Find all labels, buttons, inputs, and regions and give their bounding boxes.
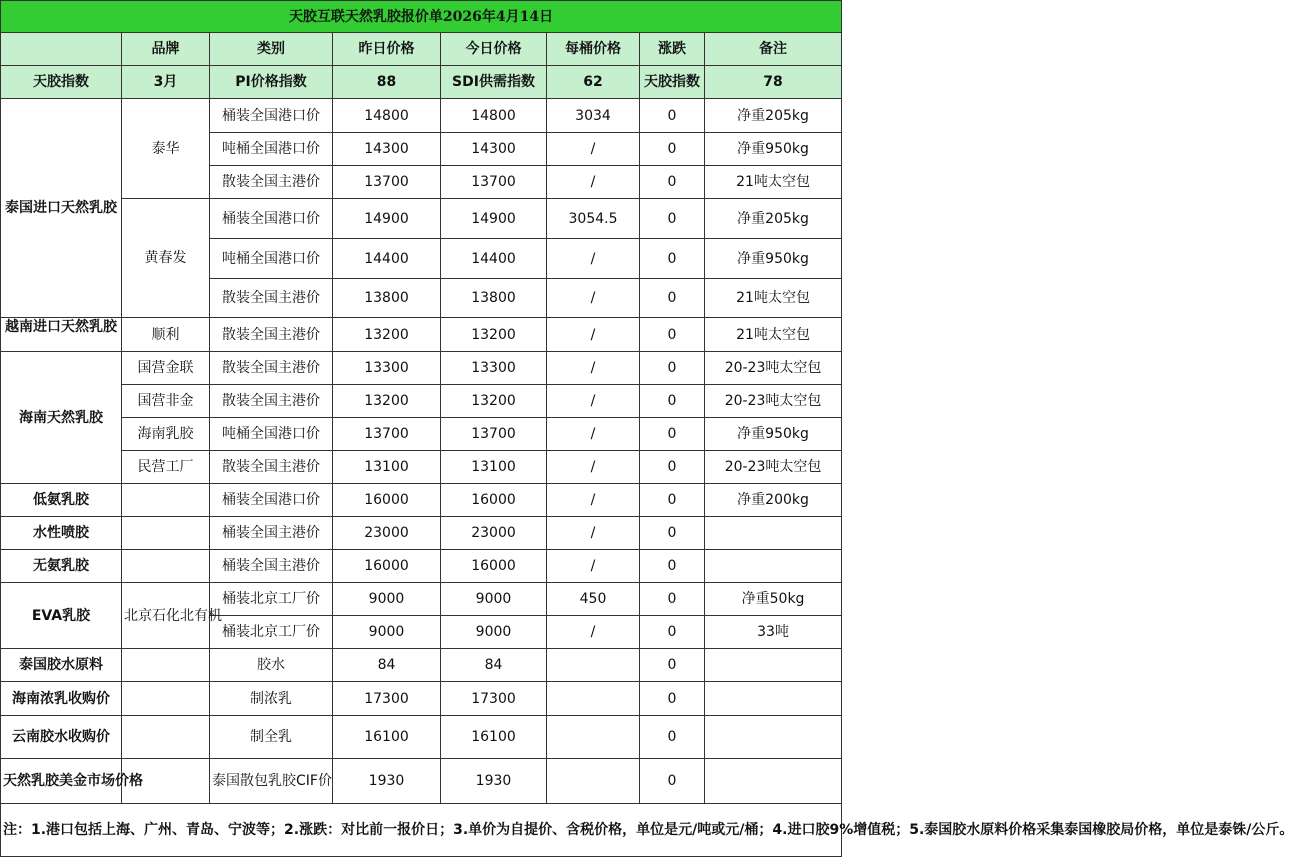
yesterday-cell: 16000 [333,484,441,517]
header-cell-remark: 备注 [705,33,842,66]
yesterday-cell: 14300 [333,133,441,166]
type-cell: 泰国散包乳胶CIF价 [210,759,333,804]
sheet-title: 天胶互联天然乳胶报价单2026年4月14日 [1,1,842,33]
change-cell: 0 [640,682,705,716]
category-cell: EVA乳胶 [1,583,122,649]
today-cell: 14900 [441,199,547,239]
change-cell: 0 [640,616,705,649]
category-cell: 云南胶水收购价 [1,716,122,759]
change-cell: 0 [640,318,705,352]
table-row [1,199,842,239]
remark-cell: 21吨太空包 [705,318,842,352]
today-cell: 13100 [441,451,547,484]
today-cell: 17300 [441,682,547,716]
table-row [1,99,842,133]
yesterday-cell: 13300 [333,352,441,385]
today-cell: 13700 [441,166,547,199]
table-row [1,550,842,583]
index-cell: 78 [705,66,842,99]
today-cell: 16000 [441,550,547,583]
yesterday-cell: 13200 [333,385,441,418]
change-cell: 0 [640,583,705,616]
change-cell: 0 [640,517,705,550]
barrel-cell [547,682,640,716]
yesterday-cell: 9000 [333,583,441,616]
brand-cell: 国营非金 [122,385,210,418]
change-cell: 0 [640,385,705,418]
footnote: 注：1.港口包括上海、广州、青岛、宁波等；2.涨跌：对比前一报价日；3.单价为自提价、含税价格，单位是元/吨或元/桶；4.进口胶9%增值税；5.泰国胶水原料价格采集泰国橡胶局价格，单位是泰铢/公斤。 [1,804,842,857]
table-row [1,682,842,716]
today-cell: 9000 [441,616,547,649]
today-cell: 23000 [441,517,547,550]
type-cell: 散装全国主港价 [210,385,333,418]
change-cell: 0 [640,550,705,583]
type-cell: 散装全国主港价 [210,279,333,318]
type-cell: 桶装全国港口价 [210,484,333,517]
barrel-cell: / [547,517,640,550]
change-cell: 0 [640,716,705,759]
table-row [1,451,842,484]
today-cell: 16100 [441,716,547,759]
yesterday-cell: 14800 [333,99,441,133]
remark-cell: 净重950kg [705,418,842,451]
type-cell: 散装全国主港价 [210,166,333,199]
barrel-cell: / [547,451,640,484]
header-row [1,33,842,66]
change-cell: 0 [640,352,705,385]
remark-cell: 净重950kg [705,133,842,166]
remark-cell [705,550,842,583]
yesterday-cell: 17300 [333,682,441,716]
barrel-cell: / [547,484,640,517]
barrel-cell [547,649,640,682]
change-cell: 0 [640,759,705,804]
table-row [1,318,842,352]
index-cell: PI价格指数 [210,66,333,99]
index-cell: 天胶指数 [640,66,705,99]
remark-cell: 净重950kg [705,239,842,279]
type-cell: 桶装全国港口价 [210,199,333,239]
change-cell: 0 [640,239,705,279]
today-cell: 13200 [441,318,547,352]
barrel-cell: / [547,550,640,583]
barrel-cell: / [547,385,640,418]
barrel-cell: / [547,166,640,199]
brand-cell: 泰华 [122,99,210,199]
category-cell: 无氨乳胶 [1,550,122,583]
brand-cell [122,649,210,682]
today-cell: 1930 [441,759,547,804]
header-cell-today: 今日价格 [441,33,547,66]
header-cell-category [1,33,122,66]
change-cell: 0 [640,484,705,517]
table-row [1,716,842,759]
today-cell: 9000 [441,583,547,616]
barrel-cell: / [547,352,640,385]
category-cell [1,318,122,352]
remark-cell: 净重200kg [705,484,842,517]
yesterday-cell: 84 [333,649,441,682]
index-cell: 天胶指数 [1,66,122,99]
category-text: 越南进口天然乳胶 [5,319,117,335]
remark-cell: 21吨太空包 [705,279,842,318]
brand-cell [122,517,210,550]
type-cell: 制浓乳 [210,682,333,716]
remark-cell [705,716,842,759]
category-cell: 海南天然乳胶 [1,352,122,484]
barrel-cell: / [547,133,640,166]
remark-cell [705,682,842,716]
table-row [1,352,842,385]
yesterday-cell: 13700 [333,418,441,451]
change-cell: 0 [640,133,705,166]
remark-cell: 21吨太空包 [705,166,842,199]
table-row [1,385,842,418]
table-row [1,583,842,616]
yesterday-cell: 9000 [333,616,441,649]
table-row [1,517,842,550]
brand-cell: 黄春发 [122,199,210,318]
barrel-cell: / [547,418,640,451]
change-cell: 0 [640,649,705,682]
category-cell: 水性喷胶 [1,517,122,550]
type-cell: 桶装全国主港价 [210,517,333,550]
change-cell: 0 [640,418,705,451]
note-row [1,804,842,857]
remark-cell: 净重205kg [705,99,842,133]
brand-cell [122,716,210,759]
header-cell-yesterday: 昨日价格 [333,33,441,66]
today-cell: 13800 [441,279,547,318]
type-cell: 吨桶全国港口价 [210,418,333,451]
remark-cell: 净重50kg [705,583,842,616]
table-row [1,418,842,451]
barrel-cell: / [547,279,640,318]
brand-cell [122,484,210,517]
remark-cell [705,517,842,550]
header-cell-change: 涨跌 [640,33,705,66]
remark-cell: 20-23吨太空包 [705,451,842,484]
brand-cell: 顺利 [122,318,210,352]
today-cell: 13700 [441,418,547,451]
barrel-cell: 450 [547,583,640,616]
remark-cell: 33吨 [705,616,842,649]
table-row [1,649,842,682]
index-row [1,66,842,99]
yesterday-cell: 13700 [333,166,441,199]
type-cell: 制全乳 [210,716,333,759]
table-row [1,759,842,804]
type-cell: 桶装北京工厂价 [210,583,333,616]
category-cell: 泰国进口天然乳胶 [1,99,122,318]
yesterday-cell: 14900 [333,199,441,239]
barrel-cell [547,716,640,759]
type-cell: 散装全国主港价 [210,318,333,352]
remark-cell: 20-23吨太空包 [705,352,842,385]
yesterday-cell: 23000 [333,517,441,550]
brand-cell: 北京石化北有机 [122,583,210,649]
change-cell: 0 [640,279,705,318]
header-cell-type: 类别 [210,33,333,66]
today-cell: 14300 [441,133,547,166]
barrel-cell: 3034 [547,99,640,133]
remark-cell: 净重205kg [705,199,842,239]
remark-cell [705,759,842,804]
header-cell-brand: 品牌 [122,33,210,66]
today-cell: 16000 [441,484,547,517]
brand-cell: 海南乳胶 [122,418,210,451]
index-cell: 88 [333,66,441,99]
type-cell: 散装全国主港价 [210,451,333,484]
type-cell: 胶水 [210,649,333,682]
yesterday-cell: 13200 [333,318,441,352]
change-cell: 0 [640,451,705,484]
remark-cell [705,649,842,682]
brand-cell: 国营金联 [122,352,210,385]
type-cell: 桶装全国港口价 [210,99,333,133]
yesterday-cell: 16100 [333,716,441,759]
today-cell: 13200 [441,385,547,418]
type-cell: 桶装北京工厂价 [210,616,333,649]
index-cell: SDI供需指数 [441,66,547,99]
yesterday-cell: 13100 [333,451,441,484]
table-row [1,484,842,517]
header-cell-barrel: 每桶价格 [547,33,640,66]
yesterday-cell: 1930 [333,759,441,804]
today-cell: 14800 [441,99,547,133]
type-cell: 桶装全国主港价 [210,550,333,583]
type-cell: 吨桶全国港口价 [210,239,333,279]
brand-cell [122,550,210,583]
barrel-cell [547,759,640,804]
category-cell: 泰国胶水原料 [1,649,122,682]
category-cell: 海南浓乳收购价 [1,682,122,716]
category-cell: 天然乳胶美金市场价格 [1,759,122,804]
barrel-cell: / [547,318,640,352]
category-cell: 低氨乳胶 [1,484,122,517]
change-cell: 0 [640,99,705,133]
brand-cell: 民营工厂 [122,451,210,484]
change-cell: 0 [640,166,705,199]
yesterday-cell: 14400 [333,239,441,279]
today-cell: 14400 [441,239,547,279]
type-cell: 散装全国主港价 [210,352,333,385]
yesterday-cell: 16000 [333,550,441,583]
brand-cell [122,682,210,716]
index-cell: 62 [547,66,640,99]
change-cell: 0 [640,199,705,239]
today-cell: 13300 [441,352,547,385]
today-cell: 84 [441,649,547,682]
barrel-cell: / [547,239,640,279]
index-cell: 3月 [122,66,210,99]
yesterday-cell: 13800 [333,279,441,318]
remark-cell: 20-23吨太空包 [705,385,842,418]
barrel-cell: / [547,616,640,649]
type-cell: 吨桶全国港口价 [210,133,333,166]
barrel-cell: 3054.5 [547,199,640,239]
